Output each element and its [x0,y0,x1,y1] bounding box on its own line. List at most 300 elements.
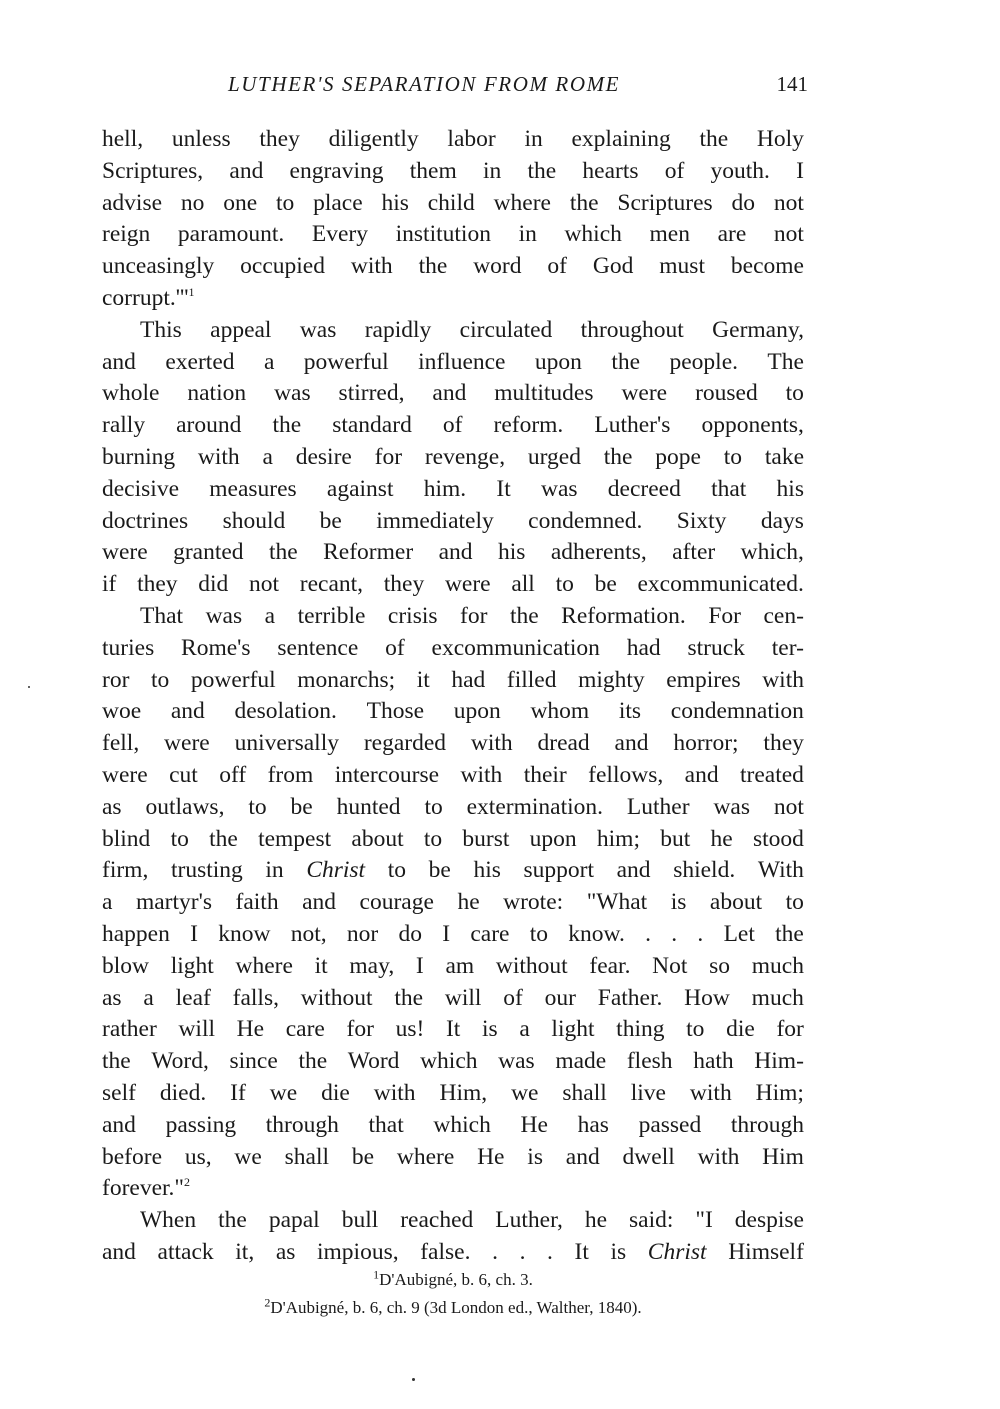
word: as [275,1238,296,1265]
word: around [176,412,242,439]
word: through [265,1111,339,1138]
footnote-1 [102,1266,804,1294]
word: we [234,1143,262,1170]
scan-speck [412,1378,415,1381]
word: know [218,920,271,947]
word: his [381,189,409,216]
paragraph-3 [102,601,804,1205]
word: I [190,920,198,947]
word: revenge, [424,443,506,470]
word: excommunication [431,634,600,661]
footnote-2 [102,1294,804,1322]
word: for [776,1016,804,1043]
word: explaining [571,126,671,152]
word: so [709,952,731,979]
word: not [249,571,280,598]
word: his [776,475,804,502]
word: to [529,920,549,947]
word: and [102,1111,136,1138]
word: and [565,1143,600,1170]
text-line [102,1237,804,1269]
word: adherents, [550,539,647,566]
word: in [482,157,502,184]
paragraph-2 [102,315,804,601]
word: the [509,602,539,629]
word: recant, [299,571,364,598]
word: days [760,507,804,534]
word: we [511,1079,539,1106]
word: cut [169,761,198,788]
word: had [451,666,486,693]
word: without [300,984,373,1011]
text-line [102,919,804,951]
word: Word, [151,1048,209,1075]
footnote-marker: 1 [373,1267,380,1282]
word: flesh [626,1048,673,1075]
word: where [396,1143,455,1170]
word: said: [629,1207,674,1234]
word: and [614,730,649,757]
word: Every [311,221,369,248]
word: unless [171,126,231,152]
word: I [796,157,804,184]
word: with [697,1143,740,1170]
word: and [102,1238,136,1265]
word: Not [652,952,688,979]
word: bull [341,1207,379,1234]
word: they [383,571,425,598]
word: powerful [303,348,389,375]
footnote-ref-1: 1 [188,285,195,300]
word: not [773,793,804,820]
word: mighty [578,666,645,693]
running-head [228,72,808,106]
word: which [433,1111,491,1138]
word: It [445,1016,461,1043]
word: was [540,475,578,502]
word: unceasingly [102,253,215,280]
word: false. [420,1238,471,1265]
word: not [773,189,804,216]
word: with [460,761,503,788]
text-line-with-ref [102,283,804,315]
word: to [248,793,267,820]
word: passing [165,1111,237,1138]
word: light [170,952,214,979]
word: filled [506,666,557,693]
word: rapidly [364,316,432,343]
word: granted [173,539,244,566]
word: was [713,793,750,820]
word: standard [332,412,412,439]
word: Luther [626,793,690,820]
word: of [442,412,463,439]
text-line [102,378,804,410]
word: has [577,1111,609,1138]
word: terrible [297,602,366,629]
word: nation [187,380,247,407]
word: desire [295,443,352,470]
word: . [519,1238,526,1265]
word: to [785,380,804,407]
word: and [170,698,205,725]
word: struck [687,634,745,661]
word: men [649,221,690,248]
word: attack [157,1238,214,1265]
word: shield. [673,857,736,884]
word: hunted [336,793,401,820]
word: that [368,1111,404,1138]
word: be [319,507,342,534]
text-line [102,1205,804,1237]
word: youth. [710,157,770,184]
word: his [473,857,501,884]
word: whom [530,698,590,725]
word: made [555,1048,607,1075]
word: a [264,602,276,629]
word: paramount. [177,221,285,248]
text-line [102,983,804,1015]
text-line [102,728,804,760]
word: to [423,825,443,852]
word: was [299,316,337,343]
word: place [313,189,363,216]
text-line [102,474,804,506]
text-line: corrupt.''' [102,284,189,311]
word: reform. [493,412,564,439]
word: I [415,952,424,979]
word: the [102,1048,131,1075]
word: intercourse [334,761,440,788]
word: people. [669,348,738,375]
word: Reformation. [561,602,686,629]
word: which [420,1048,478,1075]
text-line [102,760,804,792]
word: am [445,952,475,979]
word: whole [102,380,160,407]
word: and [432,380,467,407]
word: reached [400,1207,474,1234]
word: against [326,475,394,502]
word: the [775,920,804,947]
text-line [102,1078,804,1110]
word: blind [102,825,151,852]
word: for [346,1016,374,1043]
word: it [314,952,328,979]
word: stirred, [338,380,405,407]
word: universally [234,730,339,757]
word: was [274,380,311,407]
word: he [457,889,480,916]
word: much [751,984,804,1011]
word: excommunicated. [637,571,804,598]
word: desolation. [234,698,337,725]
word: papal [268,1207,320,1234]
word: with [197,443,240,470]
word: falls, [232,984,279,1011]
word: the [699,126,729,152]
word: die [726,1016,755,1043]
word: tempest [258,825,332,852]
word: they [763,730,804,757]
word: shall [562,1079,607,1106]
word: may, [349,952,395,979]
word: but [660,825,691,852]
word: Scriptures [617,189,713,216]
text-line [102,251,804,283]
text-line [102,824,804,856]
word: shall [284,1143,330,1170]
word: . [645,920,652,947]
word: wrote: [503,889,564,916]
word: in [518,221,537,248]
word: regarded [363,730,447,757]
word: be [290,793,313,820]
word: exerted [165,348,235,375]
footnotes [102,1266,804,1322]
word: with [470,730,513,757]
word: and [302,889,337,916]
word: the [527,157,557,184]
footnote-text: D'Aubigné, b. 6, ch. 9 (3d London ed., Walther, 1840). [270,1298,642,1317]
word: and [229,157,264,184]
word: leaf [175,984,211,1011]
word: that [711,475,747,502]
word: Him, [439,1079,488,1106]
word: with [373,1079,416,1106]
word: not [773,221,804,248]
word: monarchs; [297,666,396,693]
word: faith [235,889,279,916]
word: He [477,1143,505,1170]
word: of [664,157,685,184]
word: in [265,857,284,884]
word: rather [102,1016,157,1043]
word: after [672,539,716,566]
word: did [198,571,229,598]
word: Rome's [181,634,251,661]
text-line: forever." [102,1175,185,1202]
word: be [351,1143,375,1170]
running-title: LUTHER'S SEPARATION FROM ROME [228,72,621,96]
word: Luther's [594,412,671,439]
word: as [102,984,122,1011]
word: condemnation [670,698,804,725]
word: the [298,1048,328,1075]
word: despise [734,1207,804,1234]
word: were [102,761,148,788]
word: reign [102,221,151,248]
word: turies [102,634,155,661]
word: measures [209,475,297,502]
text-line [102,601,804,633]
word: upon [529,825,577,852]
word: blow [102,952,149,979]
word: a [519,1016,530,1043]
word: hearts [582,157,639,184]
word: engraving [289,157,384,184]
word: are [717,221,747,248]
word: support [523,857,594,884]
word: Him [762,1143,804,1170]
word: trusting [170,857,243,884]
text-line [102,219,804,251]
word: advise [102,189,163,216]
word: his [497,539,526,566]
word: influence [418,348,506,375]
word: and [616,857,651,884]
word: to [170,825,189,852]
word: in [524,126,543,152]
word: much [751,952,804,979]
word: which [564,221,622,248]
word: multitudes [494,380,594,407]
word: its [618,698,642,725]
word: treated [739,761,804,788]
word: appeal [210,316,272,343]
word: He [520,1111,548,1138]
word: Reformer [323,539,414,566]
word: as [102,793,122,820]
word: the [603,443,633,470]
word: courage [359,889,434,916]
word: With [757,857,804,884]
word: died. [159,1079,207,1106]
word: . [671,920,678,947]
word: where [235,952,293,979]
word: child [427,189,475,216]
word: if [102,571,117,598]
word: Germany, [712,316,804,343]
word: firm, [102,857,149,884]
word: Christ [647,1238,707,1265]
word: of [503,984,523,1011]
text-line [102,1046,804,1078]
word: them [409,157,457,184]
text-line [102,569,804,601]
word: It [574,1238,589,1265]
word: and [684,761,719,788]
word: off [219,761,247,788]
word: and [438,539,473,566]
word: burning [102,443,176,470]
text-line [102,696,804,728]
word: word [473,253,522,280]
footnote-text: D'Aubigné, b. 6, ch. 3. [379,1270,533,1289]
word: do [731,189,755,216]
word: immediately [376,507,494,534]
word: where [493,189,551,216]
text-line [102,506,804,538]
word: throughout [580,316,684,343]
word: passed [638,1111,702,1138]
word: to [150,666,170,693]
word: not, [290,920,327,947]
word: all [511,571,535,598]
word: know. [568,920,625,947]
word: the [209,825,238,852]
word: He [236,1016,265,1043]
word: It [496,475,511,502]
word: woe [102,698,142,725]
word: will [178,1016,216,1043]
word: it, [235,1238,255,1265]
word: If [230,1079,246,1106]
word: him; [596,825,640,852]
word: die [321,1079,350,1106]
word: to [275,189,295,216]
word: had [626,634,661,661]
word: ter- [771,634,804,661]
word: the [268,539,298,566]
word: rally [102,412,146,439]
word: were [164,730,210,757]
word: Father. [597,984,663,1011]
word: "What [586,889,648,916]
word: him. [423,475,467,502]
word: empires [666,666,741,693]
word: a [143,984,154,1011]
word: fellows, [588,761,664,788]
word: should [222,507,286,534]
word: Those [366,698,425,725]
word: is [481,1016,498,1043]
word: before [102,1143,163,1170]
word: labor [447,126,496,152]
word: Scriptures, [102,157,204,184]
word: us, [184,1143,212,1170]
word: were [621,380,668,407]
word: cen- [763,602,804,629]
word: Himself [728,1238,804,1265]
word: . [697,920,704,947]
word: to [387,857,406,884]
word: fear. [589,952,631,979]
word: dread [537,730,590,757]
word: circulated [459,316,553,343]
word: Sixty [676,507,727,534]
word: is [610,1238,627,1265]
word: impious, [317,1238,399,1265]
word: horror; [673,730,739,757]
text-line [102,887,804,919]
word: to [723,443,743,470]
word: it [416,666,430,693]
word: . [547,1238,553,1265]
word: martyr's [135,889,212,916]
word: about [709,889,763,916]
word: upon [534,348,582,375]
footnote-marker: 2 [264,1295,271,1310]
word: about [351,825,404,852]
footnote-ref-2: 2 [184,1175,191,1190]
word: he [584,1207,608,1234]
word: God [592,253,634,280]
word: a [102,889,113,916]
word: light [551,1016,595,1043]
text-line-with-ref [102,1173,804,1205]
page-number: 141 [776,72,808,96]
word: nor [346,920,379,947]
text-line [102,855,804,887]
word: of [385,634,405,661]
word: is [670,889,687,916]
text-line [102,315,804,347]
word: live [630,1079,666,1106]
word: self [102,1079,136,1106]
word: The [767,348,804,375]
word: be [428,857,451,884]
